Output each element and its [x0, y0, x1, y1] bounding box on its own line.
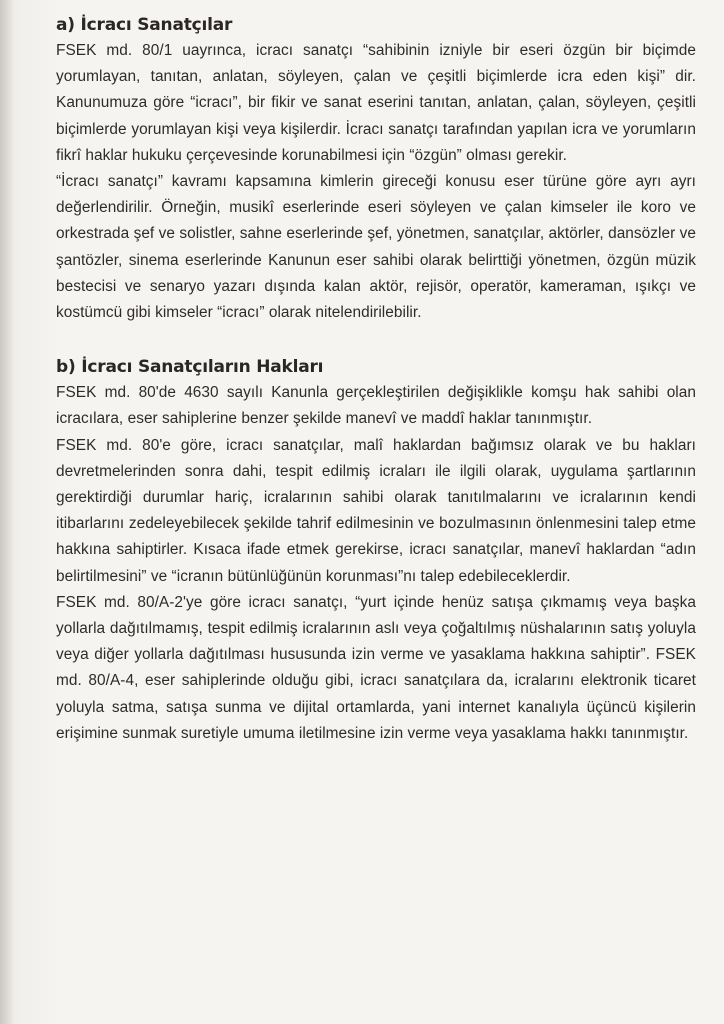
page-gutter-shadow: [0, 0, 14, 1024]
section-a-paragraph-2: “İcracı sanatçı” kavramı kapsamına kimlerin gireceği konusu eser türüne göre ayrı ayrı değerlendirilir. Örneğin, musikî eserlerinde eseri söyleyen ve çalan kimseler ile koro ve orkestrada şef ve solistler, sahne eserlerinde şef, yönetmen, sanatçılar, aktörler, dansözler ve şantözler, sinema eserlerinde Kanunun eser sahibi olarak belirttiği yönetmen, özgün müzik bestecisi ve senaryo yazarı dışında kalan aktör, rejisör, operatör, kameraman, ışıkçı ve kostümcü gibi kimseler “icracı” olarak nitelendirilebilir.: [56, 173, 696, 322]
section-b-paragraph-1: FSEK md. 80'de 4630 sayılı Kanunla gerçekleştirilen değişiklikle komşu hak sahibi olan icracılara, eser sahiplerine benzer şekilde manevî ve maddî haklar tanınmıştır.: [56, 384, 696, 428]
section-a-heading: a) İcracı Sanatçılar: [56, 15, 233, 35]
section-spacer: [56, 326, 696, 354]
section-b-paragraph-3: FSEK md. 80/A-2'ye göre icracı sanatçı, “yurt içinde henüz satışa çıkmamış veya başka yollarla dağıtılmamış, tespit edilmiş icralarının aslı veya çoğaltılmış nüshalarının satış yoluyla veya diğer yollarla dağıtılması hususunda izin verme ve yasaklama hakkına sahiptir”. FSEK md. 80/A-4, eser sahiplerinde olduğu gibi, icracı sanatçılara da, icralarını elektronik ticaret yoluyla satma, satışa sunma ve dijital ortamlarda, yani internet kanalıyla üçüncü kişilerin erişimine sunmak suretiyle umuma iletilmesine izin verme veya yasaklama hakkı tanınmıştır.: [56, 593, 696, 742]
section-b-heading: b) İcracı Sanatçıların Hakları: [56, 357, 324, 378]
section-a-paragraph-1: FSEK md. 80/1 uayrınca, icracı sanatçı “sahibinin izniyle bir eseri özgün bir biçimde yorumlayan, tanıtan, anlatan, söyleyen, çalan ve çeşitli biçimlerde icra eden kişi” dir. Kanunumuza göre “icracı”, bir fikir ve sanat eserini tanıtan, anlatan, çalan, söyleyen, çeşitli biçimlerde yorumlayan kişi veya kişilerdir. İcracı sanatçı tarafından yapılan icra ve yorumların fikrî haklar hukuku çerçevesinde korunabilmesi için “özgün” olması gerekir.: [56, 42, 696, 164]
section-b-paragraph-2: FSEK md. 80'e göre, icracı sanatçılar, malî haklardan bağımsız olarak ve bu hakları devretmelerinden sonra dahi, tespit edilmiş icraları ile ilgili olarak, uygulama şartlarının gerektirdiği durumlar hariç, icralarının sahibi olarak tanıtılmalarını ve icralarının kendi itibarlarını zedeleyebilecek şekilde tahrif edilmesinin ve bozulmasının önlenmesini talep etme hakkına sahiptirler. Kısaca ifade etmek gerekirse, icracı sanatçılar, manevî haklardan “adın belirtilmesini” ve “icranın bütünlüğünün korunması”nı talep edebileceklerdir.: [56, 436, 696, 585]
section-b: [56, 354, 696, 747]
page-content: [56, 12, 696, 747]
section-a: [56, 12, 696, 326]
